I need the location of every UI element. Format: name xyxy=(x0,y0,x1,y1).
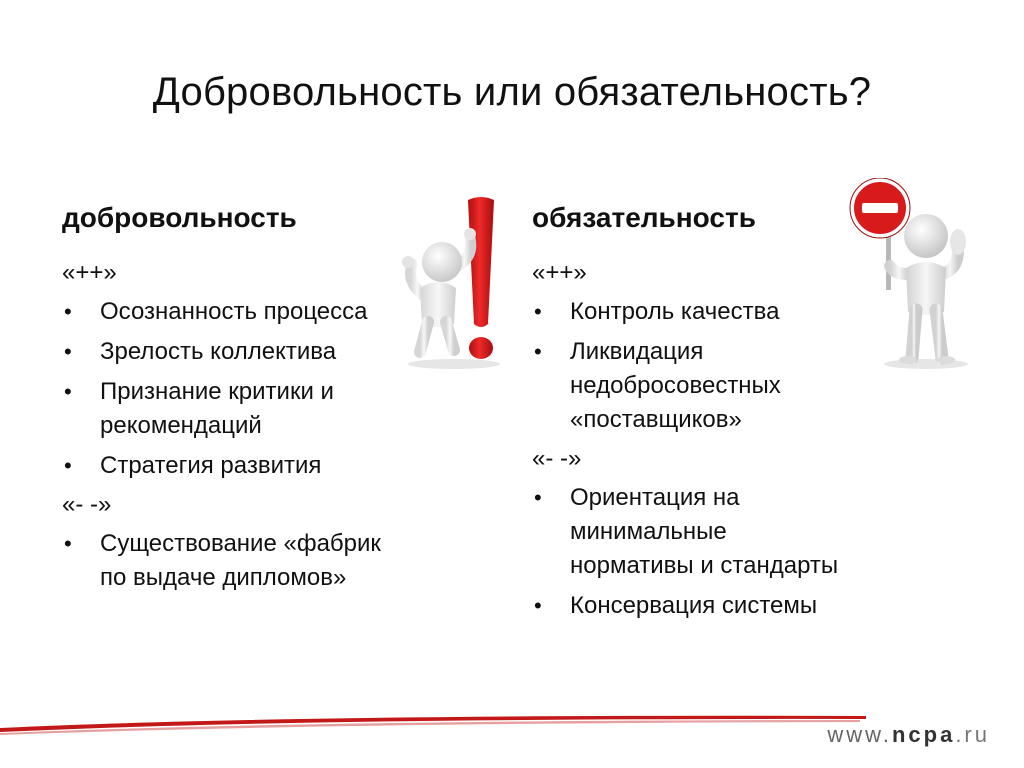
list-item xyxy=(62,449,402,483)
left-plus-list xyxy=(62,295,402,483)
bullet-icon: • xyxy=(64,379,72,404)
footer-prefix: www. xyxy=(827,722,892,747)
left-plus-marker: «++» xyxy=(62,259,117,286)
right-heading: обязательность xyxy=(532,202,756,233)
bullet-icon: • xyxy=(534,593,542,618)
bullet-icon: • xyxy=(534,339,542,364)
left-minus-list xyxy=(62,527,402,595)
stop-sign-figure-icon xyxy=(846,178,976,378)
list-item xyxy=(532,589,842,623)
list-item xyxy=(62,335,402,369)
list-item-text: Стратегия развития xyxy=(100,452,322,479)
list-item-text: Зрелость коллектива xyxy=(100,338,337,365)
list-item-text: Существование «фабрик по выдаче дипломов» xyxy=(100,530,381,591)
left-column xyxy=(62,198,402,601)
slide-title: Добровольность или обязательность? xyxy=(152,70,872,114)
left-heading: добровольность xyxy=(62,202,297,233)
footer-brand: ncpa xyxy=(891,722,956,747)
footer-logo xyxy=(827,722,990,748)
right-plus-list xyxy=(532,295,842,437)
bullet-icon: • xyxy=(64,339,72,364)
list-item xyxy=(62,375,402,443)
bullet-icon: • xyxy=(64,531,72,556)
right-minus-marker: «- -» xyxy=(532,445,582,472)
list-item xyxy=(532,295,842,329)
footer-tld: .ru xyxy=(955,722,990,747)
list-item-text: Ориентация на минимальные нормативы и стандарты xyxy=(570,484,839,579)
list-item-text: Признание критики и рекомендаций xyxy=(100,378,334,439)
right-minus-list xyxy=(532,481,842,623)
list-item xyxy=(532,335,842,437)
footer-swoosh xyxy=(0,706,870,736)
exclamation-figure-icon xyxy=(398,192,510,372)
list-item xyxy=(62,527,402,595)
right-plus-marker: «++» xyxy=(532,259,587,286)
list-item xyxy=(62,295,402,329)
list-item-text: Ликвидация недобросовестных «поставщиков» xyxy=(570,338,781,433)
bullet-icon: • xyxy=(64,299,72,324)
bullet-icon: • xyxy=(534,485,542,510)
list-item-text: Консервация системы xyxy=(570,592,818,619)
list-item-text: Контроль качества xyxy=(570,298,780,325)
bullet-icon: • xyxy=(534,299,542,324)
right-column xyxy=(532,198,842,629)
bullet-icon: • xyxy=(64,453,72,478)
left-minus-marker: «- -» xyxy=(62,491,112,518)
list-item-text: Осознанность процесса xyxy=(100,298,368,325)
list-item xyxy=(532,481,842,583)
